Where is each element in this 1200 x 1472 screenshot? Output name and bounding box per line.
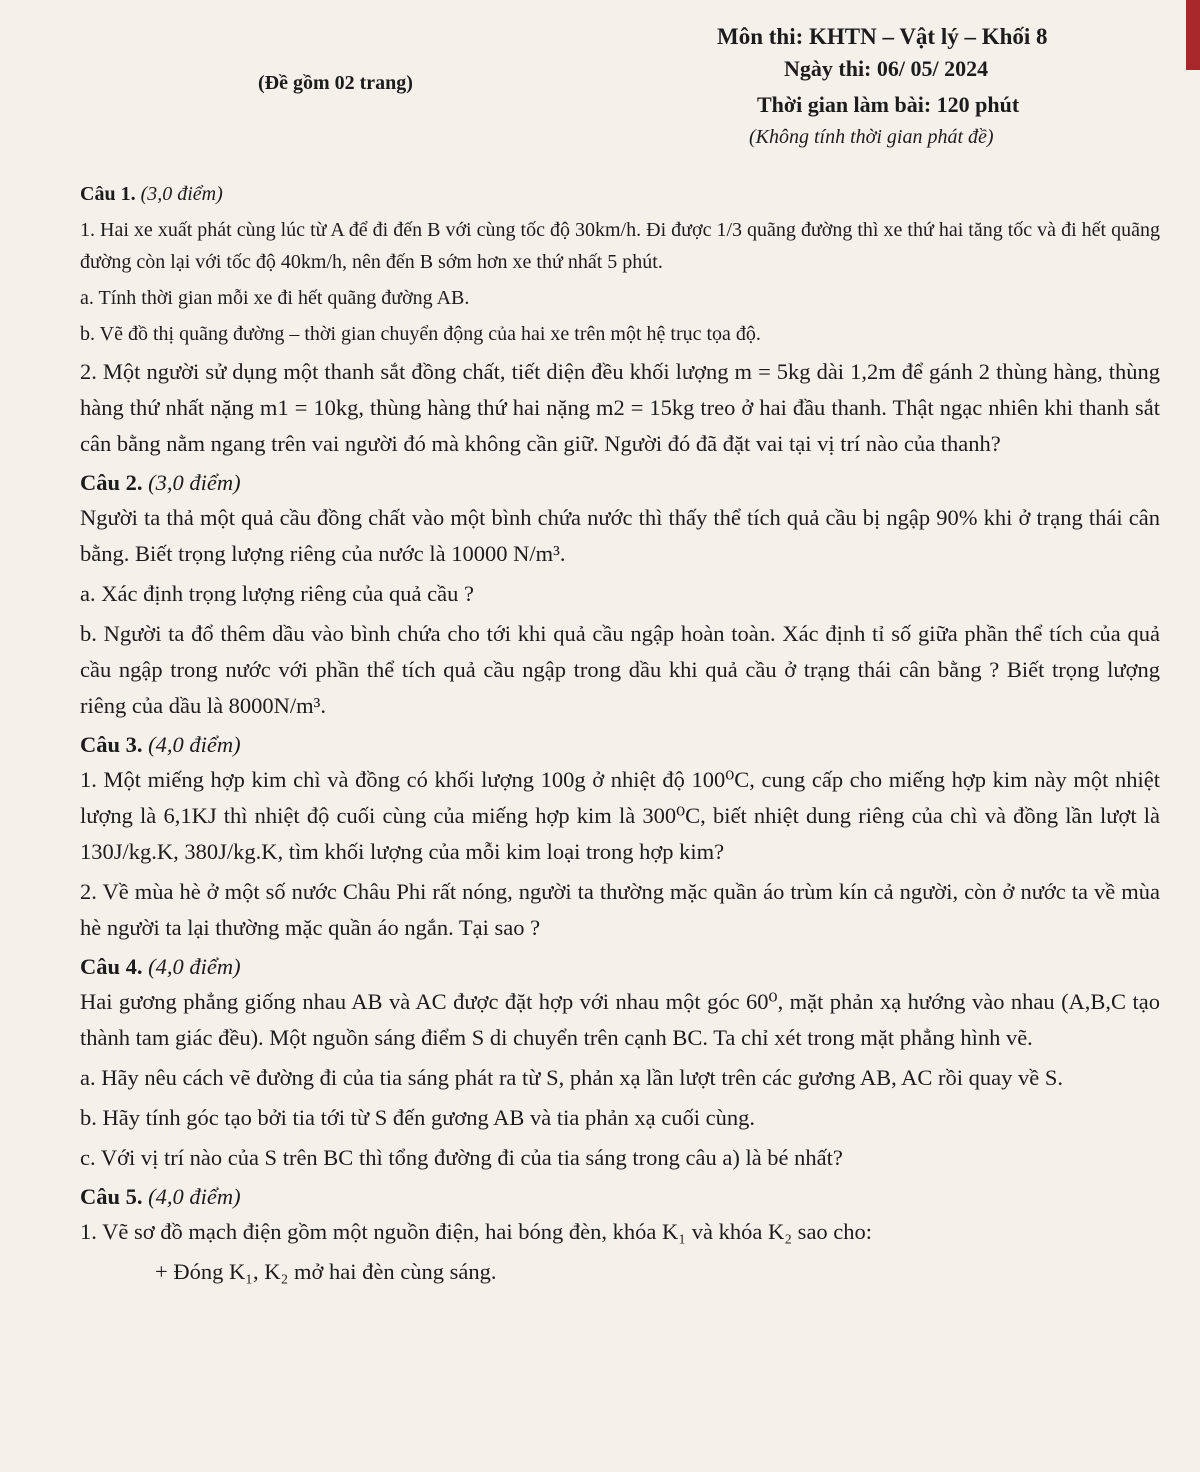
q4-part-a: a. Hãy nêu cách vẽ đường đi của tia sáng phát ra từ S, phản xạ lần lượt trên các gương AB, AC rồi quay về S.	[80, 1065, 1063, 1090]
exam-body	[80, 170, 1160, 1294]
exam-duration: Thời gian làm bài: 120 phút	[757, 92, 1020, 117]
q1-part-a: a. Tính thời gian mỗi xe đi hết quãng đường AB.	[80, 287, 470, 309]
edge-marker	[1186, 0, 1200, 70]
question-5-title: Câu 5. (4,0 điểm)	[80, 1184, 241, 1209]
q1-part-1: 1. Hai xe xuất phát cùng lúc từ A để đi đến B với cùng tốc độ 30km/h. Đi được 1/3 quãng đường thì xe thứ hai tăng tốc và đi hết quãng đường còn lại với tốc độ 40km/h, nên đến B sớm hơn xe thứ nhất 5 phút.	[80, 219, 1160, 273]
q4-intro: Hai gương phẳng giống nhau AB và AC được đặt hợp với nhau một góc 60⁰, mặt phản xạ hướng vào nhau (A,B,C tạo thành tam giác đều). Một nguồn sáng điểm S di chuyển trên cạnh BC. Ta chỉ xét trong mặt phẳng hình vẽ.	[80, 989, 1160, 1050]
question-1-title: Câu 1. (3,0 điểm)	[80, 183, 223, 205]
q5-part-1: 1. Vẽ sơ đồ mạch điện gồm một nguồn điện, hai bóng đèn, khóa K₁ và khóa K₂ sao cho:	[80, 1219, 873, 1244]
question-2-title: Câu 2. (3,0 điểm)	[80, 470, 241, 495]
exam-date: Ngày thi: 06/ 05/ 2024	[784, 56, 989, 81]
q3-part-2: 2. Về mùa hè ở một số nước Châu Phi rất nóng, người ta thường mặc quần áo trùm kín cả người, còn ở nước ta về mùa hè người ta lại thường mặc quần áo ngắn. Tại sao ?	[80, 879, 1160, 940]
question-3-title: Câu 3. (4,0 điểm)	[80, 732, 241, 757]
q4-part-c: c. Với vị trí nào của S trên BC thì tổng đường đi của tia sáng trong câu a) là bé nhất?	[80, 1145, 843, 1170]
page-count: (Đề gồm 02 trang)	[258, 72, 413, 94]
q2-part-b: b. Người ta đổ thêm dầu vào bình chứa cho tới khi quả cầu ngập hoàn toàn. Xác định tỉ số giữa phần thể tích của quả cầu ngập trong nước với phần thể tích quả cầu ngập trong dầu khi quả cầu ở trạng thái cân bằng ? Biết trọng lượng riêng của dầu là 8000N/m³.	[80, 621, 1160, 718]
q1-part-2: 2. Một người sử dụng một thanh sắt đồng chất, tiết diện đều khối lượng m = 5kg dài 1,2m để gánh 2 thùng hàng, thùng hàng thứ nhất nặng m1 = 10kg, thùng hàng thứ hai nặng m2 = 15kg treo ở hai đầu thanh. Thật ngạc nhiên khi thanh sắt cân bằng nằm ngang trên vai người đó mà không cần giữ. Người đó đã đặt vai tại vị trí nào của thanh?	[80, 359, 1160, 456]
q1-part-b: b. Vẽ đồ thị quãng đường – thời gian chuyển động của hai xe trên một hệ trục tọa độ.	[80, 323, 761, 345]
exam-subject: Môn thi: KHTN – Vật lý – Khối 8	[717, 24, 1048, 49]
q4-part-b: b. Hãy tính góc tạo bởi tia tới từ S đến gương AB và tia phản xạ cuối cùng.	[80, 1105, 755, 1130]
q3-part-1: 1. Một miếng hợp kim chì và đồng có khối lượng 100g ở nhiệt độ 100⁰C, cung cấp cho miếng hợp kim này một nhiệt lượng là 6,1KJ thì nhiệt độ cuối cùng của miếng hợp kim là 300⁰C, biết nhiệt dung riêng của chì và đồng lần lượt là 130J/kg.K, 380J/kg.K, tìm khối lượng của mỗi kim loại trong hợp kim?	[80, 767, 1160, 864]
question-4-title: Câu 4. (4,0 điểm)	[80, 954, 241, 979]
duration-note: (Không tính thời gian phát đề)	[749, 126, 994, 148]
q2-intro: Người ta thả một quả cầu đồng chất vào một bình chứa nước thì thấy thể tích quả cầu bị ngập 90% khi ở trạng thái cân bằng. Biết trọng lượng riêng của nước là 10000 N/m³.	[80, 505, 1160, 566]
q5-condition-1: + Đóng K₁, K₂ mở hai đèn cùng sáng.	[155, 1259, 497, 1284]
q2-part-a: a. Xác định trọng lượng riêng của quả cầu ?	[80, 581, 474, 606]
